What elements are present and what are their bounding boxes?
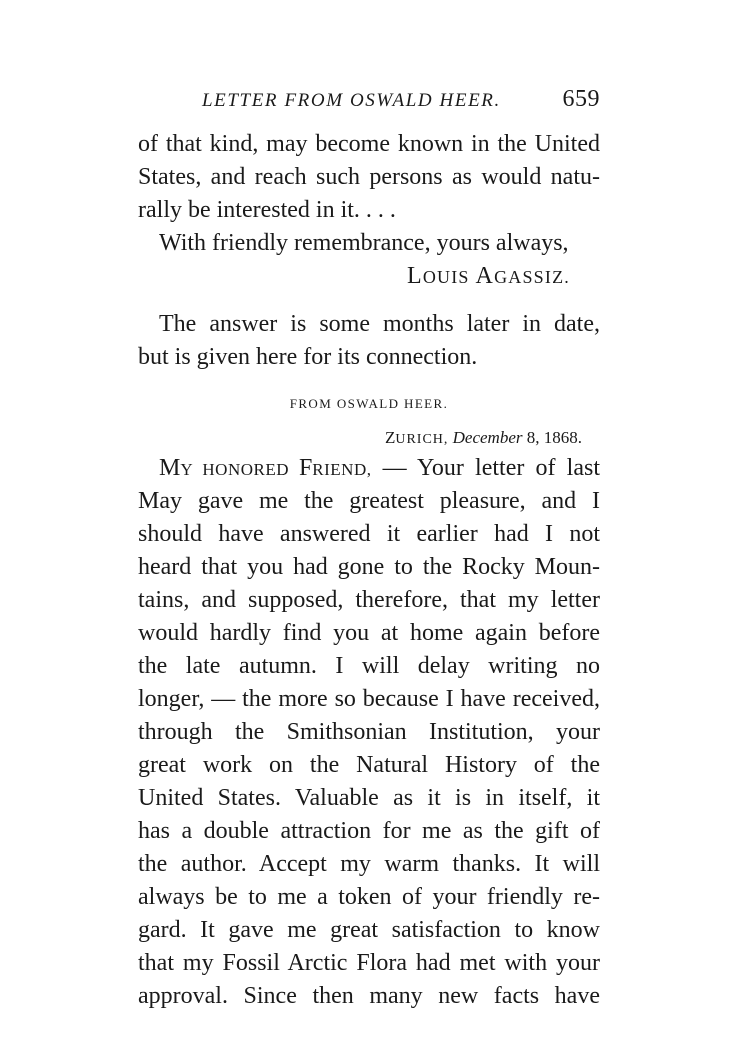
intro-paragraph	[138, 308, 600, 374]
salutation-my-initial: M	[159, 455, 181, 481]
section-heading: FROM OSWALD HEER.	[289, 396, 449, 411]
text-line: gard. It gave me great satisfaction to know	[138, 917, 600, 943]
text-line: great work on the Natural History of the	[138, 752, 600, 778]
text-line: approval. Since then many new facts have	[138, 983, 600, 1009]
text-line: United States. Valuable as it is in itself, it	[138, 785, 600, 811]
page-number: 659	[562, 86, 600, 112]
salutation-continuation: — Your letter of last	[371, 455, 600, 481]
text-line: heard that you had gone to the Rocky Moun-	[138, 554, 600, 580]
text-line: tains, and supposed, therefore, that my letter	[138, 587, 600, 613]
text-line: would hardly find you at home again before	[138, 620, 600, 646]
farewell-line: With friendly remembrance, yours always,	[159, 230, 569, 256]
dateline-day-year: 8, 1868.	[526, 428, 582, 447]
salutation-my-rest: Y HONORED	[180, 460, 299, 479]
text-line: that my Fossil Arctic Flora had met with your	[138, 950, 600, 976]
text-line: May gave me the greatest pleasure, and I	[138, 488, 600, 514]
salutation-line	[138, 452, 600, 485]
text-line: the author. Accept my warm thanks. It will	[138, 851, 600, 877]
text-line: always be to me a token of your friendly re-	[138, 884, 600, 910]
dateline	[138, 426, 582, 452]
text-line: should have answered it earlier had I not	[138, 521, 600, 547]
dateline-place-initial: Z	[384, 428, 396, 447]
text-line: through the Smithsonian Institution, your	[138, 719, 600, 745]
signature-first-rest: OUIS	[422, 267, 470, 287]
salutation-friend-rest: RIEND,	[312, 460, 372, 479]
signature-last-initial: A	[475, 263, 495, 289]
text-line: States, and reach such persons as would natu-	[138, 164, 600, 190]
dateline-month: December	[452, 428, 523, 447]
text-line: of that kind, may become known in the United	[138, 131, 600, 157]
text-line: the late autumn. I will delay writing no	[138, 653, 600, 679]
text-line: The answer is some months later in date,	[159, 311, 600, 337]
letter-closing	[138, 128, 600, 293]
text-line: but is given here for its connection.	[138, 344, 478, 370]
text-line: longer, — the more so because I have received,	[138, 686, 600, 712]
letter-body	[138, 452, 600, 1013]
signature	[138, 260, 600, 293]
running-head	[138, 84, 600, 118]
dateline-place-rest: URICH,	[395, 432, 449, 447]
text-line: has a double attraction for me as the gift of	[138, 818, 600, 844]
text-line: rally be interested in it. . . .	[138, 197, 396, 223]
salutation-friend-initial: F	[298, 455, 313, 481]
running-title: LETTER FROM OSWALD HEER.	[202, 90, 501, 111]
signature-first-initial: L	[406, 263, 423, 289]
signature-last-rest: GASSIZ.	[494, 267, 570, 287]
